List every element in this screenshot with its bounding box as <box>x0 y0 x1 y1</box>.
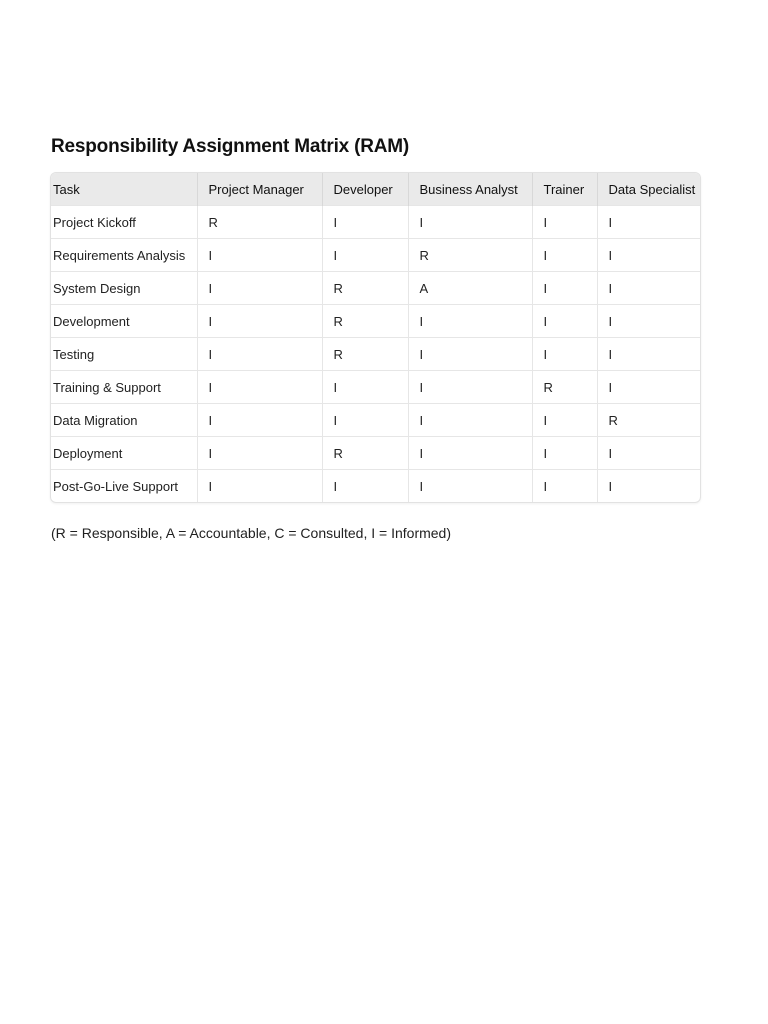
cell-trainer: I <box>532 305 597 338</box>
cell-business-analyst: I <box>408 470 532 503</box>
cell-task: Testing <box>51 338 197 371</box>
cell-task: Deployment <box>51 437 197 470</box>
cell-data-specialist: I <box>597 371 700 404</box>
cell-developer: I <box>322 404 408 437</box>
cell-developer: I <box>322 470 408 503</box>
ram-table-container <box>50 172 701 503</box>
cell-task: Requirements Analysis <box>51 239 197 272</box>
cell-developer: R <box>322 305 408 338</box>
cell-data-specialist: I <box>597 470 700 503</box>
cell-trainer: I <box>532 206 597 239</box>
table-row <box>51 338 700 371</box>
cell-data-specialist: I <box>597 206 700 239</box>
cell-project-manager: I <box>197 272 322 305</box>
table-row <box>51 206 700 239</box>
table-row <box>51 272 700 305</box>
table-header <box>51 173 700 206</box>
cell-data-specialist: R <box>597 404 700 437</box>
cell-data-specialist: I <box>597 272 700 305</box>
cell-business-analyst: I <box>408 338 532 371</box>
table-body <box>51 206 700 503</box>
page-title: Responsibility Assignment Matrix (RAM) <box>51 136 410 157</box>
header-business-analyst: Business Analyst <box>408 173 532 206</box>
header-data-specialist: Data Specialist <box>597 173 700 206</box>
cell-business-analyst: I <box>408 371 532 404</box>
table-row <box>51 305 700 338</box>
cell-project-manager: I <box>197 437 322 470</box>
table-row <box>51 437 700 470</box>
cell-project-manager: R <box>197 206 322 239</box>
cell-project-manager: I <box>197 239 322 272</box>
cell-developer: I <box>322 206 408 239</box>
cell-project-manager: I <box>197 305 322 338</box>
table-row <box>51 239 700 272</box>
cell-task: System Design <box>51 272 197 305</box>
cell-data-specialist: I <box>597 305 700 338</box>
cell-trainer: I <box>532 239 597 272</box>
cell-task: Project Kickoff <box>51 206 197 239</box>
cell-task: Training & Support <box>51 371 197 404</box>
cell-trainer: I <box>532 338 597 371</box>
cell-business-analyst: I <box>408 404 532 437</box>
table-row <box>51 470 700 503</box>
cell-developer: I <box>322 371 408 404</box>
cell-business-analyst: A <box>408 272 532 305</box>
cell-developer: R <box>322 437 408 470</box>
cell-task: Data Migration <box>51 404 197 437</box>
cell-developer: R <box>322 338 408 371</box>
cell-project-manager: I <box>197 371 322 404</box>
table-header-row <box>51 173 700 206</box>
header-project-manager: Project Manager <box>197 173 322 206</box>
cell-trainer: I <box>532 404 597 437</box>
header-task: Task <box>51 173 197 206</box>
cell-data-specialist: I <box>597 338 700 371</box>
header-trainer: Trainer <box>532 173 597 206</box>
cell-trainer: I <box>532 437 597 470</box>
cell-business-analyst: I <box>408 305 532 338</box>
ram-table <box>51 173 700 502</box>
cell-data-specialist: I <box>597 437 700 470</box>
cell-task: Development <box>51 305 197 338</box>
legend-text: (R = Responsible, A = Accountable, C = Consulted, I = Informed) <box>51 525 452 541</box>
cell-developer: R <box>322 272 408 305</box>
cell-project-manager: I <box>197 404 322 437</box>
cell-task: Post-Go-Live Support <box>51 470 197 503</box>
cell-project-manager: I <box>197 338 322 371</box>
cell-trainer: I <box>532 272 597 305</box>
cell-project-manager: I <box>197 470 322 503</box>
cell-trainer: R <box>532 371 597 404</box>
table-row <box>51 371 700 404</box>
cell-developer: I <box>322 239 408 272</box>
cell-business-analyst: R <box>408 239 532 272</box>
table-row <box>51 404 700 437</box>
cell-trainer: I <box>532 470 597 503</box>
cell-business-analyst: I <box>408 206 532 239</box>
cell-data-specialist: I <box>597 239 700 272</box>
cell-business-analyst: I <box>408 437 532 470</box>
header-developer: Developer <box>322 173 408 206</box>
